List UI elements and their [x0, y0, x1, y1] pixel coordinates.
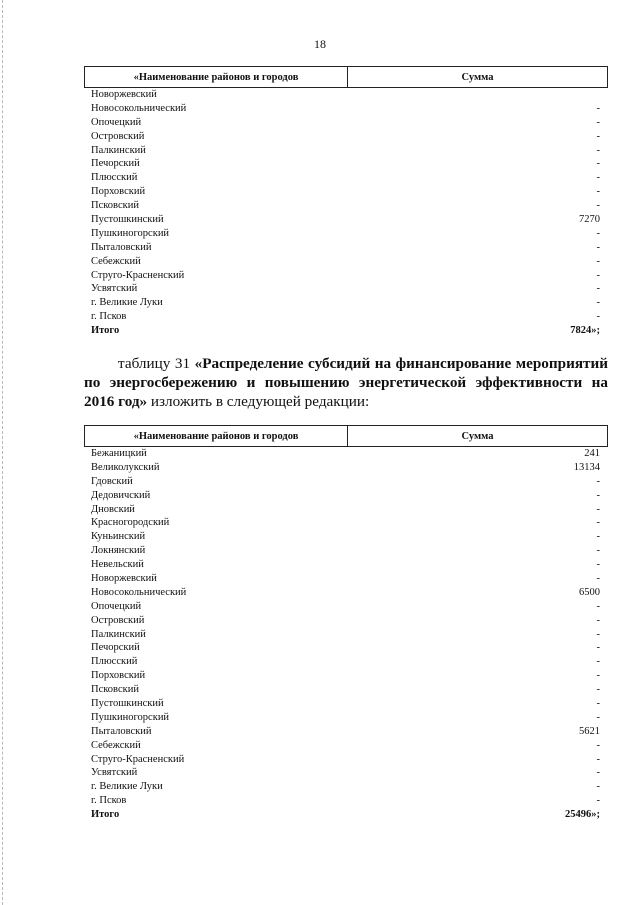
district-name: Струго-Красненский [91, 269, 185, 281]
district-sum: 7270 [579, 214, 600, 226]
district-name: Псковский [91, 200, 139, 212]
district-sum: - [596, 517, 600, 529]
district-name: Палкинский [91, 144, 146, 156]
district-sum: - [596, 656, 600, 668]
district-name: Пыталовский [91, 725, 152, 737]
district-sum: - [596, 186, 600, 198]
table-header [84, 425, 608, 447]
district-sum: 6500 [579, 586, 600, 598]
table-header [84, 66, 608, 88]
district-name: Пустошкинский [91, 698, 164, 710]
table-row [84, 753, 608, 767]
district-name: Невельский [91, 559, 144, 571]
district-sum: 5621 [579, 725, 600, 737]
table-row [84, 227, 608, 241]
district-sum: - [596, 573, 600, 585]
district-sum: - [596, 269, 600, 281]
district-name: Опочецкий [91, 600, 142, 612]
district-name: Усвятский [91, 767, 138, 779]
district-sum: - [596, 489, 600, 501]
district-name: Плюсский [91, 656, 138, 668]
district-name: г. Великие Луки [91, 297, 163, 309]
district-sum: - [596, 698, 600, 710]
district-name: Печорский [91, 158, 140, 170]
table-continuation [84, 66, 608, 338]
district-sum: - [596, 200, 600, 212]
district-name: Пушкиногорский [91, 711, 170, 723]
district-name: г. Псков [91, 795, 127, 807]
district-sum: - [596, 144, 600, 156]
district-name: Печорский [91, 642, 140, 654]
district-sum: - [596, 241, 600, 253]
total-label: Итого [91, 325, 120, 337]
district-name: Локнянский [91, 545, 146, 557]
district-sum: - [596, 297, 600, 309]
table-row [84, 780, 608, 794]
district-sum: - [596, 614, 600, 626]
table-row [84, 269, 608, 283]
table-row [84, 282, 608, 296]
district-name: Пустошкинский [91, 214, 164, 226]
total-row [84, 808, 608, 822]
total-value: 7824»; [570, 325, 600, 337]
district-name: Опочецкий [91, 116, 142, 128]
district-name: Дновский [91, 503, 135, 515]
district-name: Новоржевский [91, 89, 157, 100]
district-sum: - [596, 503, 600, 515]
district-name: Порховский [91, 670, 146, 682]
district-sum: - [596, 711, 600, 723]
table-row [84, 572, 608, 586]
table-row [84, 655, 608, 669]
column-header-name: «Наименование районов и городов [85, 426, 348, 446]
district-name: Пыталовский [91, 241, 152, 253]
district-name: Куньинский [91, 531, 146, 543]
district-sum: 241 [584, 448, 600, 459]
table-row [84, 641, 608, 655]
district-name: г. Псков [91, 311, 127, 323]
district-sum: - [596, 642, 600, 654]
district-sum: - [596, 753, 600, 765]
district-name: Новоржевский [91, 573, 157, 585]
district-sum: - [596, 311, 600, 323]
table-row [84, 241, 608, 255]
table-row [84, 88, 608, 102]
district-sum: - [596, 475, 600, 487]
district-sum: - [596, 670, 600, 682]
table-row [84, 544, 608, 558]
district-sum: - [596, 767, 600, 779]
district-name: Струго-Красненский [91, 753, 185, 765]
table-row [84, 255, 608, 269]
district-name: Новосокольнический [91, 586, 187, 598]
district-sum: - [596, 116, 600, 128]
district-name: Порховский [91, 186, 146, 198]
district-name: Островский [91, 130, 145, 142]
district-name: Псковский [91, 684, 139, 696]
district-sum: 13134 [573, 461, 600, 473]
district-name: Палкинский [91, 628, 146, 640]
table-body [84, 447, 608, 822]
table-row [84, 558, 608, 572]
table-row [84, 628, 608, 642]
table-body [84, 88, 608, 338]
district-sum: - [596, 559, 600, 571]
district-name: Великолукский [91, 461, 160, 473]
district-sum: - [596, 684, 600, 696]
table-row [84, 683, 608, 697]
district-sum: - [596, 227, 600, 239]
table-row [84, 213, 608, 227]
district-name: Себежский [91, 255, 141, 267]
paragraph-table-title: «Распределение субсидий на финансирование мероприятий по энергосбережению и повышению энергетической эффективности на 2016 год» [84, 355, 609, 410]
district-sum: - [596, 255, 600, 267]
district-sum: - [596, 795, 600, 807]
table-row [84, 600, 608, 614]
table-row [84, 144, 608, 158]
table-row [84, 157, 608, 171]
table-row [84, 296, 608, 310]
district-sum: - [596, 600, 600, 612]
district-sum: - [596, 102, 600, 114]
table-row [84, 614, 608, 628]
column-header-sum: Сумма [461, 71, 494, 83]
total-row [84, 324, 608, 338]
total-value: 25496»; [565, 809, 600, 821]
table-row [84, 461, 608, 475]
district-name: Островский [91, 614, 145, 626]
table-row [84, 530, 608, 544]
table-row [84, 697, 608, 711]
table-row [84, 503, 608, 517]
paragraph-lead: таблицу 31 [118, 355, 195, 372]
table-row [84, 475, 608, 489]
district-name: Плюсский [91, 172, 138, 184]
table-row [84, 516, 608, 530]
table-row [84, 102, 608, 116]
district-sum: - [596, 781, 600, 793]
table-row [84, 669, 608, 683]
table-row [84, 310, 608, 324]
district-sum: - [596, 531, 600, 543]
table-row [84, 447, 608, 461]
table-row [84, 725, 608, 739]
district-name: Усвятский [91, 283, 138, 295]
table-row [84, 199, 608, 213]
table-row [84, 116, 608, 130]
table-row [84, 130, 608, 144]
district-name: Себежский [91, 739, 141, 751]
column-header-sum: Сумма [461, 430, 494, 442]
table-row [84, 489, 608, 503]
table-row [84, 586, 608, 600]
district-name: Новосокольнический [91, 102, 187, 114]
table-row [84, 739, 608, 753]
district-sum: - [596, 283, 600, 295]
page-number: 18 [314, 37, 326, 51]
district-sum: - [596, 545, 600, 557]
district-sum: - [596, 172, 600, 184]
table-row [84, 185, 608, 199]
district-name: Бежаницкий [91, 448, 147, 459]
district-name: г. Великие Луки [91, 781, 163, 793]
scan-edge-line [2, 0, 4, 905]
amendment-paragraph [84, 354, 608, 411]
total-label: Итого [91, 809, 120, 821]
district-name: Пушкиногорский [91, 227, 170, 239]
paragraph-tail: изложить в следующей редакции: [147, 393, 370, 410]
district-sum: - [596, 739, 600, 751]
table-row [84, 711, 608, 725]
district-name: Гдовский [91, 475, 133, 487]
district-name: Дедовичский [91, 489, 151, 501]
column-header-name: «Наименование районов и городов [85, 67, 348, 87]
district-name: Красногородский [91, 517, 170, 529]
table-row [84, 794, 608, 808]
district-sum: - [596, 628, 600, 640]
table-row [84, 766, 608, 780]
district-sum: - [596, 130, 600, 142]
table-row [84, 171, 608, 185]
district-sum: - [596, 158, 600, 170]
table-31 [84, 425, 608, 822]
